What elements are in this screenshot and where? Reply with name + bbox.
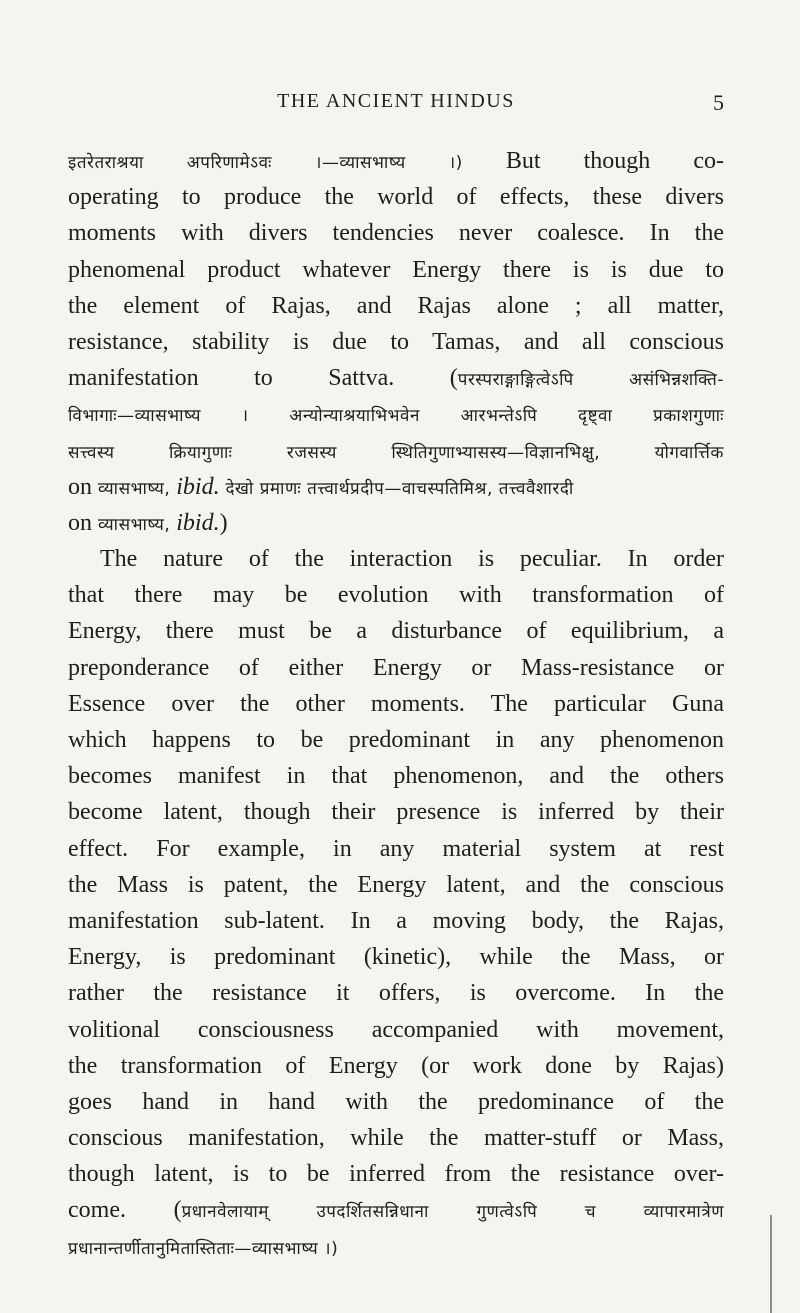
text-line	[68, 794, 724, 830]
text-line	[68, 324, 724, 360]
english-text: manifestation to Sattva. (	[68, 365, 458, 392]
text-line	[68, 975, 724, 1011]
english-text: Essence over the other moments. The particular Guna	[68, 690, 724, 717]
english-text: manifestation sub-latent. In a moving body, the Rajas,	[68, 907, 724, 934]
english-text: on	[68, 509, 98, 536]
text-line	[68, 396, 724, 432]
text-line	[68, 1192, 724, 1228]
text-line	[68, 1084, 724, 1120]
text-line	[68, 758, 724, 794]
sanskrit-text: विभागाः—व्यासभाष्य । अन्योन्याश्रयाभिभवेन आरभन्तेऽपि दृष्ट्वा प्रकाशगुणाः	[68, 406, 724, 427]
english-text: effect. For example, in any material system at rest	[68, 835, 724, 862]
english-text: Energy, there must be a disturbance of equilibrium, a	[68, 618, 724, 645]
text-line	[68, 433, 724, 469]
english-text: that there may be evolution with transformation of	[68, 582, 724, 609]
text-line	[68, 1012, 724, 1048]
text-line	[68, 867, 724, 903]
text-line	[68, 1048, 724, 1084]
text-line	[68, 360, 724, 396]
text-line	[68, 903, 724, 939]
text-line	[68, 143, 724, 179]
text-line	[68, 1229, 724, 1265]
text-line	[68, 179, 724, 215]
paragraph-start-line	[68, 541, 724, 577]
text-line	[68, 939, 724, 975]
english-text: phenomenal product whatever Energy there is is due to	[68, 256, 724, 283]
english-text: volitional consciousness accompanied with movement,	[68, 1016, 724, 1043]
sanskrit-text: प्रधानान्तर्णीतानुमितास्तिताः—व्यासभाष्य ।)	[68, 1238, 339, 1259]
english-text: Energy, is predominant (kinetic), while the Mass, or	[68, 944, 724, 971]
text-line	[68, 722, 724, 758]
english-text: rather the resistance it offers, is overcome. In the	[68, 980, 724, 1007]
english-text: operating to produce the world of effects, these divers	[68, 184, 724, 211]
english-text: the Mass is patent, the Energy latent, and the conscious	[68, 871, 724, 898]
text-line	[68, 577, 724, 613]
page-edge-shadow	[770, 1215, 772, 1313]
english-text: )	[219, 509, 228, 536]
italic-text: ibid.	[170, 509, 220, 536]
text-line	[68, 650, 724, 686]
text-line	[68, 831, 724, 867]
english-text: resistance, stability is due to Tamas, and all conscious	[68, 328, 724, 355]
text-line	[68, 686, 724, 722]
running-title: THE ANCIENT HINDUS	[277, 90, 515, 112]
page-header	[68, 90, 724, 130]
sanskrit-text: व्यासभाष्य,	[98, 478, 171, 499]
english-text: preponderance of either Energy or Mass-resistance or	[68, 654, 724, 681]
text-line	[68, 613, 724, 649]
english-text: which happens to be predominant in any phenomenon	[68, 727, 724, 753]
english-text: the transformation of Energy (or work done by Rajas)	[68, 1052, 724, 1079]
english-text: though latent, is to be inferred from the resistance over-	[68, 1161, 724, 1188]
english-text: conscious manifestation, while the matter-stuff or Mass,	[68, 1125, 724, 1152]
english-text: But though co-	[462, 148, 724, 174]
english-text: come. (	[68, 1197, 182, 1224]
sanskrit-text: देखो प्रमाणः तत्त्वार्थप्रदीप—वाचस्पतिमिश्र, तत्त्ववैशारदी	[219, 478, 574, 499]
english-text: The nature of the interaction is peculiar. In order	[100, 546, 724, 573]
sanskrit-text: सत्त्वस्य क्रियागुणाः रजसस्य स्थितिगुणाभ्यासस्य—विज्ञानभिक्षु, योगवार्त्तिक	[68, 442, 724, 463]
english-text: becomes manifest in that phenomenon, and the others	[68, 763, 724, 790]
text-line	[68, 252, 724, 288]
text-line	[68, 1120, 724, 1156]
sanskrit-text: इतरेतराश्रया अपरिणामेऽवः ।—व्यासभाष्य ।)	[68, 153, 463, 173]
text-line	[68, 505, 724, 541]
text-line	[68, 215, 724, 251]
text-line	[68, 1156, 724, 1192]
body-text	[68, 143, 724, 1265]
page-number: 5	[713, 90, 724, 115]
text-line	[68, 288, 724, 324]
english-text: on	[68, 473, 98, 500]
english-text: goes hand in hand with the predominance of the	[68, 1088, 724, 1115]
english-text: become latent, though their presence is inferred by their	[68, 799, 724, 826]
italic-text: ibid.	[170, 473, 220, 500]
sanskrit-text: परस्पराङ्गाङ्गित्वेऽपि असंभिन्नशक्ति-	[457, 370, 724, 391]
sanskrit-text: व्यासभाष्य,	[98, 514, 171, 535]
english-text: moments with divers tendencies never coalesce. In the	[68, 220, 724, 247]
sanskrit-text: प्रधानवेलायाम् उपदर्शितसन्निधाना गुणत्वेऽपि च व्यापारमात्रेण	[181, 1202, 724, 1223]
text-line	[68, 469, 724, 505]
english-text: the element of Rajas, and Rajas alone ; all matter,	[68, 292, 724, 319]
